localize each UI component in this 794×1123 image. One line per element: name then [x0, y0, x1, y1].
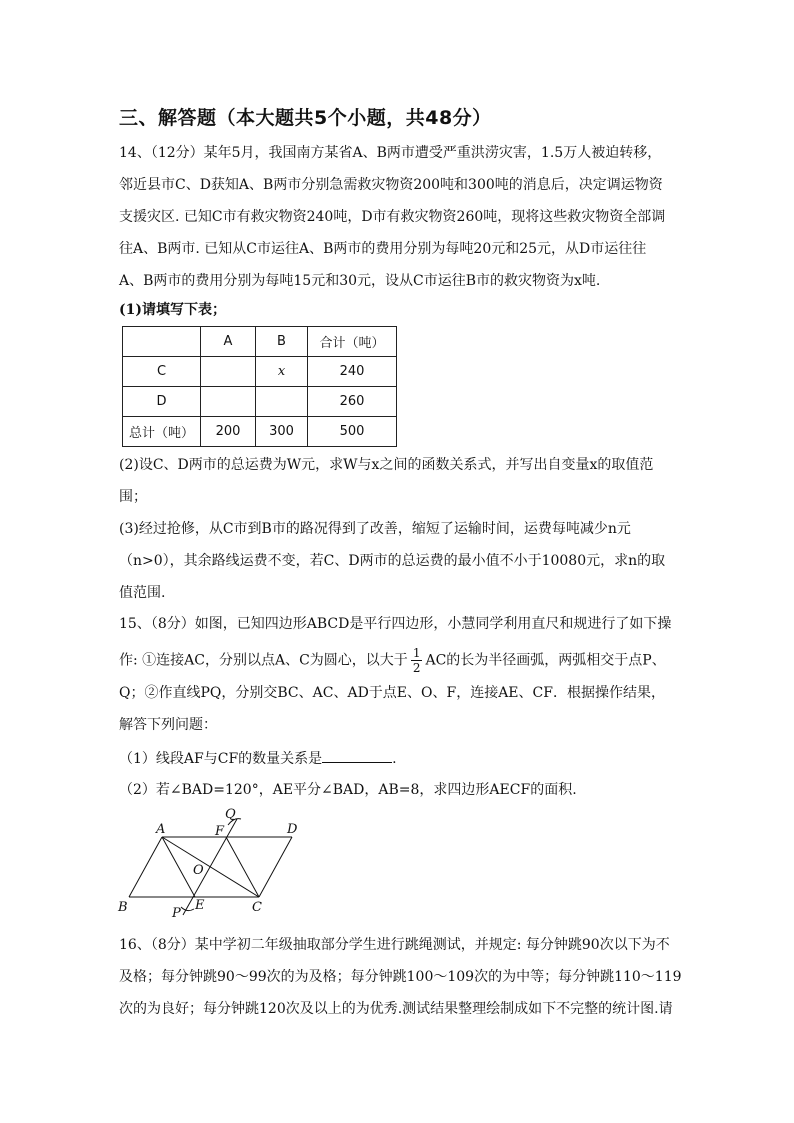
- table-cell: 200: [201, 417, 256, 447]
- fraction-one-half: [411, 646, 423, 675]
- q15-sub-1-end: .: [392, 751, 397, 767]
- segment-cf: [226, 837, 259, 897]
- line-pq: [183, 819, 237, 915]
- label-c: C: [252, 900, 262, 915]
- table-cell: 500: [308, 417, 397, 447]
- q16-line-1: 16、（8分）某中学初二年级抽取部分学生进行跳绳测试，并规定: 每分钟跳90次以下为不: [119, 937, 670, 953]
- label-q: Q: [225, 807, 236, 822]
- table-cell: 300: [256, 417, 308, 447]
- table-header-row: [123, 327, 397, 357]
- q15-line-3: Q；②作直线PQ，分别交BC、AC、AD于点E、O、F，连接AE、CF．根据操作结果，: [119, 685, 665, 701]
- q14-line-5: A、B两市的费用分别为每吨15元和30元，设从C市运往B市的救灾物资为x吨.: [119, 273, 601, 289]
- label-e: E: [195, 898, 205, 913]
- q15-line-2-after: AC的长为半径画弧，两弧相交于点P、: [425, 652, 666, 669]
- label-p: P: [172, 906, 181, 920]
- q14-line-4: 往A、B两市. 已知从C市运往A、B两市的费用分别为每吨20元和25元，从D市运往往: [119, 241, 647, 257]
- fraction-denominator: 2: [412, 661, 421, 675]
- label-b: B: [118, 900, 128, 915]
- q15-line-4: 解答下列问题：: [119, 717, 217, 733]
- q14-line-2: 邻近县市C、D获知A、B两市分别急需救灾物资200吨和300吨的消息后，决定调运物资: [119, 177, 663, 193]
- table-row: [123, 357, 397, 387]
- table-cell: D: [123, 387, 201, 417]
- answer-blank[interactable]: [322, 748, 392, 763]
- q14-part-3-line-2: （n>0），其余路线运费不变，若C、D两市的总运费的最小值不小于10080元，求n的取: [119, 553, 666, 569]
- parallelogram-figure: [115, 805, 305, 920]
- q15-line-2-before: 作: ①连接AC，分别以点A、C为圆心，以大于: [119, 652, 408, 669]
- label-f: F: [215, 824, 225, 839]
- label-d: D: [287, 822, 298, 837]
- q16-line-3: 次的为良好；每分钟跳120次及以上的为优秀.测试结果整理绘制成如下不完整的统计图.请: [119, 1001, 673, 1017]
- q14-line-3: 支援灾区. 已知C市有救灾物资240吨，D市有救灾物资260吨，现将这些救灾物资全部调: [119, 209, 666, 225]
- q14-part-2-line-2: 围；: [119, 489, 147, 505]
- q14-line-1: 14、（12分）某年5月，我国南方某省A、B两市遭受严重洪涝灾害，1.5万人被迫转移，: [119, 145, 662, 161]
- label-o: O: [193, 863, 204, 878]
- q15-sub-1-text: （1）线段AF与CF的数量关系是: [119, 751, 323, 767]
- table-cell: [201, 357, 256, 387]
- q16-line-2: 及格；每分钟跳90～99次的为及格；每分钟跳100～109次的为中等；每分钟跳110～119: [119, 969, 682, 985]
- q14-table: [122, 326, 397, 447]
- q15-line-1: 15、（8分）如图，已知四边形ABCD是平行四边形，小慧同学利用直尺和规进行了如下操: [119, 616, 672, 632]
- side-ab: [129, 837, 162, 897]
- table-cell: A: [201, 327, 256, 357]
- fraction-numerator: 1: [412, 646, 421, 660]
- q15-sub-1: [119, 748, 397, 769]
- side-cd: [259, 837, 292, 897]
- table-row: [123, 387, 397, 417]
- table-cell: 总计（吨）: [123, 417, 201, 447]
- table-cell: 260: [308, 387, 397, 417]
- q15-sub-2: （2）若∠BAD=120°，AE平分∠BAD，AB=8，求四边形AECF的面积.: [119, 782, 577, 798]
- segment-ae: [162, 837, 195, 897]
- table-cell: 合计（吨）: [308, 327, 397, 357]
- q15-line-2: [119, 646, 666, 675]
- table-cell: C: [123, 357, 201, 387]
- q14-part-3-line-3: 值范围.: [119, 585, 166, 601]
- table-cell: B: [256, 327, 308, 357]
- label-a: A: [156, 822, 166, 837]
- table-row: [123, 417, 397, 447]
- table-cell: x: [256, 357, 308, 387]
- q14-part-2-line-1: (2)设C、D两市的总运费为W元，求W与x之间的函数关系式，并写出自变量x的取值范: [119, 457, 654, 473]
- section-title: 三、解答题（本大题共5个小题，共48分）: [119, 107, 492, 129]
- table-cell: 240: [308, 357, 397, 387]
- table-cell: [123, 327, 201, 357]
- table-cell: [256, 387, 308, 417]
- q14-part-1: (1)请填写下表；: [119, 302, 226, 318]
- q14-part-3-line-1: (3)经过抢修，从C市到B市的路况得到了改善，缩短了运输时间，运费每吨减少n元: [119, 521, 631, 537]
- table-cell: [201, 387, 256, 417]
